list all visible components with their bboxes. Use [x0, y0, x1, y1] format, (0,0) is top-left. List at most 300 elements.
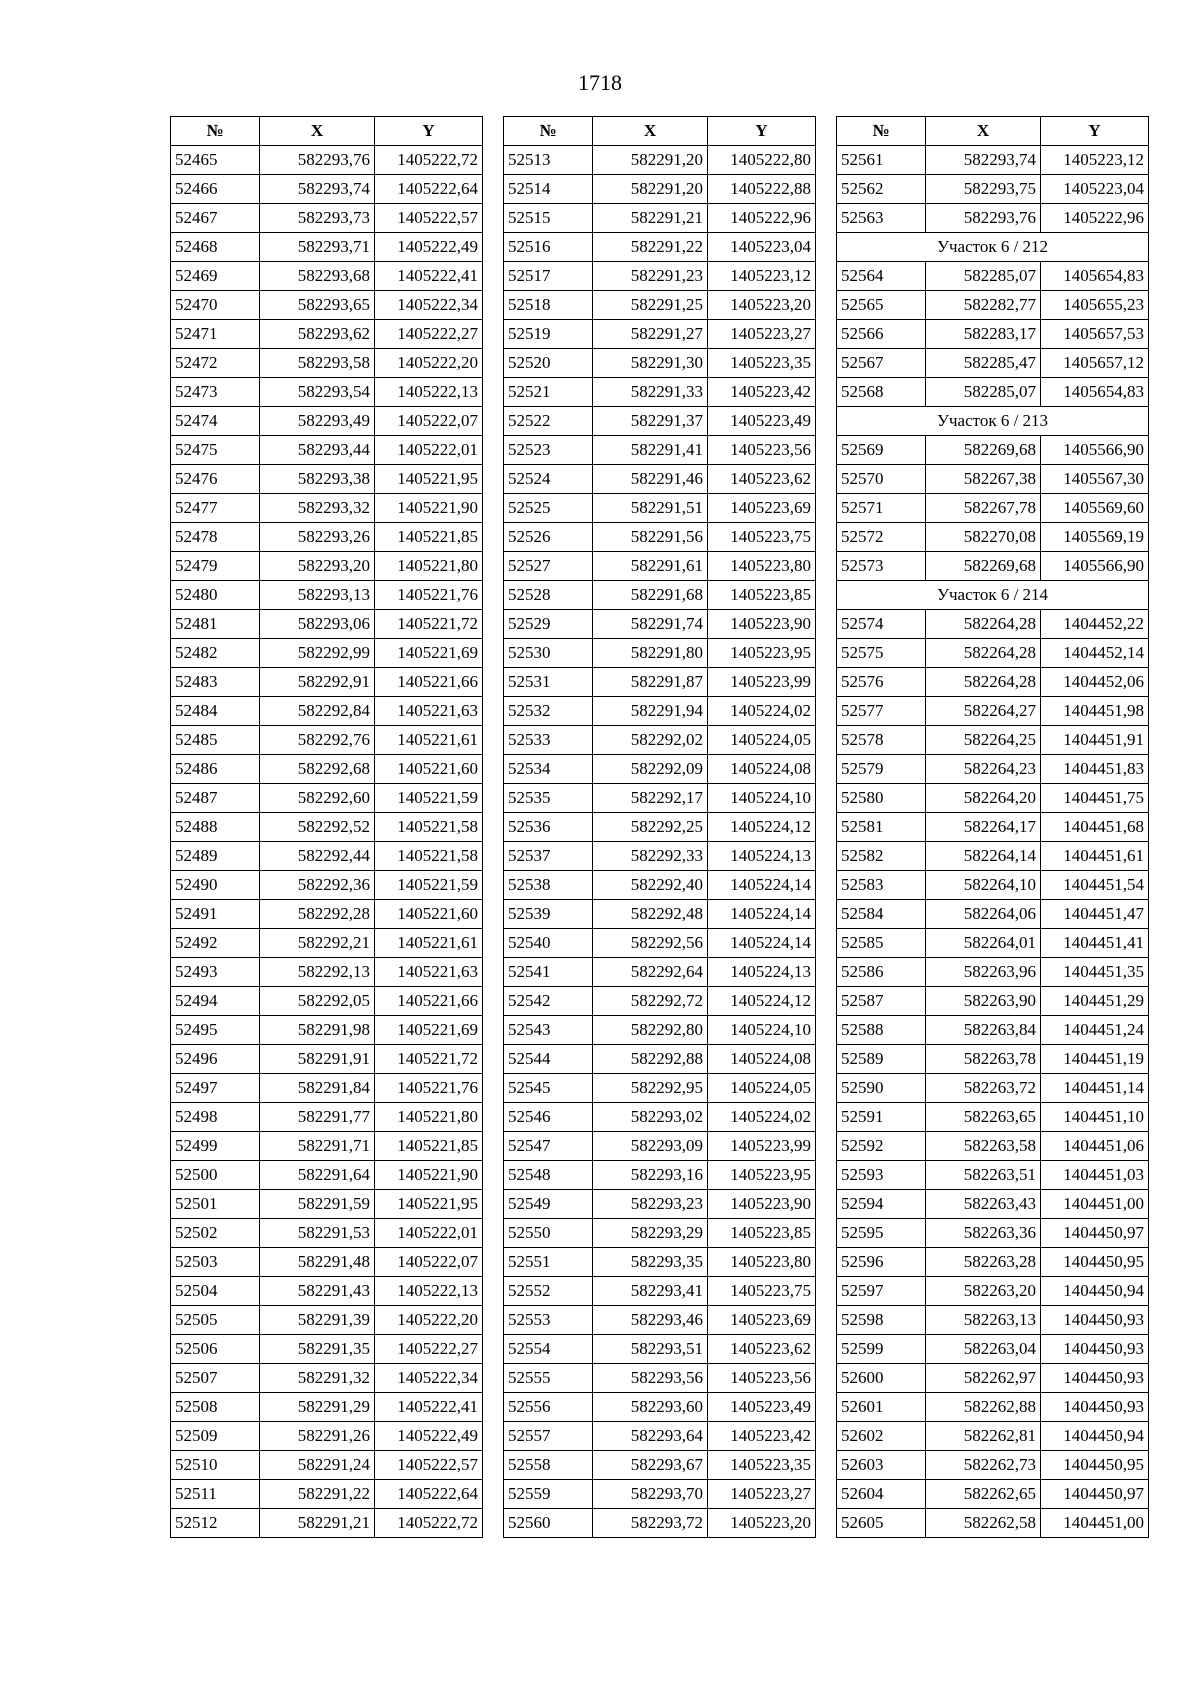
coord-x: 582283,17 [926, 320, 1041, 349]
table-row [171, 842, 483, 871]
coord-x: 582292,64 [593, 958, 708, 987]
coord-y: 1404451,00 [1041, 1190, 1149, 1219]
coord-x: 582262,58 [926, 1509, 1041, 1538]
point-number: 52532 [504, 697, 593, 726]
point-number: 52574 [837, 610, 926, 639]
table-row [171, 813, 483, 842]
coord-y: 1405223,80 [708, 552, 816, 581]
point-number: 52523 [504, 436, 593, 465]
point-number: 52528 [504, 581, 593, 610]
point-number: 52582 [837, 842, 926, 871]
table-row [837, 1451, 1149, 1480]
point-number: 52514 [504, 175, 593, 204]
coord-x: 582292,52 [260, 813, 375, 842]
point-number: 52597 [837, 1277, 926, 1306]
coord-x: 582262,81 [926, 1422, 1041, 1451]
point-number: 52531 [504, 668, 593, 697]
table-row [504, 1248, 816, 1277]
point-number: 52590 [837, 1074, 926, 1103]
coord-y: 1405223,12 [1041, 146, 1149, 175]
point-number: 52560 [504, 1509, 593, 1538]
table-row [837, 1219, 1149, 1248]
coord-y: 1405221,80 [375, 552, 483, 581]
coord-x: 582263,43 [926, 1190, 1041, 1219]
table-row [171, 523, 483, 552]
table-row [837, 320, 1149, 349]
coord-x: 582291,94 [593, 697, 708, 726]
table-row [504, 755, 816, 784]
coord-y: 1405221,58 [375, 842, 483, 871]
coord-y: 1404451,06 [1041, 1132, 1149, 1161]
table-row [504, 465, 816, 494]
coord-y: 1405224,14 [708, 929, 816, 958]
coord-y: 1405221,60 [375, 900, 483, 929]
coord-y: 1405222,88 [708, 175, 816, 204]
coord-y: 1405222,96 [1041, 204, 1149, 233]
coord-y: 1405654,83 [1041, 378, 1149, 407]
coord-x: 582293,46 [593, 1306, 708, 1335]
coord-x: 582291,59 [260, 1190, 375, 1219]
coord-x: 582263,28 [926, 1248, 1041, 1277]
coord-x: 582292,40 [593, 871, 708, 900]
coord-x: 582293,06 [260, 610, 375, 639]
table-row [504, 291, 816, 320]
point-number: 52501 [171, 1190, 260, 1219]
header-x: X [926, 117, 1041, 146]
point-number: 52554 [504, 1335, 593, 1364]
table-row [504, 581, 816, 610]
coord-x: 582293,41 [593, 1277, 708, 1306]
point-number: 52474 [171, 407, 260, 436]
coord-y: 1404450,97 [1041, 1219, 1149, 1248]
point-number: 52510 [171, 1451, 260, 1480]
table-row [504, 1132, 816, 1161]
point-number: 52490 [171, 871, 260, 900]
table-row [837, 175, 1149, 204]
table-row [504, 1161, 816, 1190]
point-number: 52520 [504, 349, 593, 378]
point-number: 52489 [171, 842, 260, 871]
coord-x: 582293,13 [260, 581, 375, 610]
coord-x: 582285,47 [926, 349, 1041, 378]
point-number: 52587 [837, 987, 926, 1016]
coord-y: 1404451,03 [1041, 1161, 1149, 1190]
coord-y: 1405223,49 [708, 1393, 816, 1422]
coord-y: 1405221,69 [375, 639, 483, 668]
point-number: 52468 [171, 233, 260, 262]
coord-y: 1405221,69 [375, 1016, 483, 1045]
table-row [504, 1103, 816, 1132]
table-row [837, 204, 1149, 233]
coord-x: 582292,84 [260, 697, 375, 726]
table-row [837, 1393, 1149, 1422]
point-number: 52467 [171, 204, 260, 233]
coord-y: 1405221,95 [375, 465, 483, 494]
coord-y: 1405222,07 [375, 407, 483, 436]
table-row [837, 1277, 1149, 1306]
point-number: 52585 [837, 929, 926, 958]
table-row [171, 320, 483, 349]
coord-y: 1405222,27 [375, 1335, 483, 1364]
table-row [171, 1045, 483, 1074]
coord-x: 582263,78 [926, 1045, 1041, 1074]
point-number: 52537 [504, 842, 593, 871]
table-row [504, 233, 816, 262]
coord-x: 582263,84 [926, 1016, 1041, 1045]
table-row [504, 1422, 816, 1451]
coord-y: 1405223,90 [708, 610, 816, 639]
table-row [504, 523, 816, 552]
coord-y: 1405222,34 [375, 291, 483, 320]
point-number: 52505 [171, 1306, 260, 1335]
table-row [171, 726, 483, 755]
coord-y: 1405221,90 [375, 494, 483, 523]
table-row [171, 871, 483, 900]
coord-y: 1405222,57 [375, 204, 483, 233]
coord-y: 1404451,68 [1041, 813, 1149, 842]
coord-x: 582292,25 [593, 813, 708, 842]
point-number: 52517 [504, 262, 593, 291]
header-x: X [260, 117, 375, 146]
coord-x: 582291,22 [593, 233, 708, 262]
point-number: 52515 [504, 204, 593, 233]
coordinates-table-2 [503, 116, 816, 1538]
table-row [504, 639, 816, 668]
coord-y: 1405223,27 [708, 1480, 816, 1509]
coord-y: 1405223,20 [708, 1509, 816, 1538]
coord-y: 1405223,95 [708, 1161, 816, 1190]
coord-y: 1405222,72 [375, 146, 483, 175]
point-number: 52603 [837, 1451, 926, 1480]
point-number: 52571 [837, 494, 926, 523]
coord-x: 582263,72 [926, 1074, 1041, 1103]
point-number: 52476 [171, 465, 260, 494]
coord-y: 1404451,54 [1041, 871, 1149, 900]
table-row [837, 291, 1149, 320]
point-number: 52595 [837, 1219, 926, 1248]
coord-y: 1405224,05 [708, 726, 816, 755]
table-row [504, 1219, 816, 1248]
coord-x: 582291,41 [593, 436, 708, 465]
coord-y: 1405223,42 [708, 378, 816, 407]
table-row [837, 987, 1149, 1016]
point-number: 52498 [171, 1103, 260, 1132]
table-row [504, 900, 816, 929]
point-number: 52573 [837, 552, 926, 581]
coord-x: 582293,74 [926, 146, 1041, 175]
coord-x: 582292,17 [593, 784, 708, 813]
point-number: 52507 [171, 1364, 260, 1393]
table-row [837, 900, 1149, 929]
coord-y: 1405221,63 [375, 958, 483, 987]
table-row [837, 784, 1149, 813]
coord-x: 582291,91 [260, 1045, 375, 1074]
point-number: 52575 [837, 639, 926, 668]
point-number: 52479 [171, 552, 260, 581]
point-number: 52495 [171, 1016, 260, 1045]
coord-y: 1405222,20 [375, 349, 483, 378]
section-title: Участок 6 / 214 [837, 581, 1149, 610]
point-number: 52492 [171, 929, 260, 958]
coord-x: 582262,97 [926, 1364, 1041, 1393]
coord-y: 1405221,59 [375, 871, 483, 900]
coord-x: 582292,91 [260, 668, 375, 697]
table-row [504, 871, 816, 900]
coord-y: 1405221,76 [375, 581, 483, 610]
coord-y: 1405222,49 [375, 1422, 483, 1451]
point-number: 52551 [504, 1248, 593, 1277]
coord-x: 582291,80 [593, 639, 708, 668]
coord-x: 582267,78 [926, 494, 1041, 523]
coord-x: 582293,49 [260, 407, 375, 436]
coord-x: 582291,26 [260, 1422, 375, 1451]
coord-y: 1405222,64 [375, 1480, 483, 1509]
coord-y: 1405223,99 [708, 668, 816, 697]
table-row [504, 407, 816, 436]
coord-x: 582292,72 [593, 987, 708, 1016]
point-number: 52538 [504, 871, 593, 900]
coord-y: 1405655,23 [1041, 291, 1149, 320]
coord-x: 582293,20 [260, 552, 375, 581]
table-row [171, 784, 483, 813]
coord-y: 1405222,27 [375, 320, 483, 349]
point-number: 52545 [504, 1074, 593, 1103]
coord-x: 582264,14 [926, 842, 1041, 871]
coord-y: 1405221,80 [375, 1103, 483, 1132]
table-row [504, 842, 816, 871]
coord-y: 1405221,72 [375, 1045, 483, 1074]
table-row [171, 929, 483, 958]
coord-y: 1405223,49 [708, 407, 816, 436]
coord-x: 582293,54 [260, 378, 375, 407]
point-number: 52564 [837, 262, 926, 291]
coord-y: 1405569,60 [1041, 494, 1149, 523]
point-number: 52598 [837, 1306, 926, 1335]
coord-x: 582292,02 [593, 726, 708, 755]
coord-x: 582291,30 [593, 349, 708, 378]
coord-x: 582291,48 [260, 1248, 375, 1277]
coord-x: 582291,27 [593, 320, 708, 349]
coord-x: 582293,60 [593, 1393, 708, 1422]
coord-y: 1405569,19 [1041, 523, 1149, 552]
coord-y: 1405221,61 [375, 726, 483, 755]
point-number: 52493 [171, 958, 260, 987]
point-number: 52567 [837, 349, 926, 378]
point-number: 52566 [837, 320, 926, 349]
table-row [171, 581, 483, 610]
table-row [171, 552, 483, 581]
table-row [837, 697, 1149, 726]
table-row [837, 1480, 1149, 1509]
coord-x: 582292,13 [260, 958, 375, 987]
coord-y: 1405223,04 [708, 233, 816, 262]
header-x: X [593, 117, 708, 146]
point-number: 52509 [171, 1422, 260, 1451]
table-row [837, 1161, 1149, 1190]
coord-y: 1405224,13 [708, 842, 816, 871]
point-number: 52508 [171, 1393, 260, 1422]
coord-y: 1404450,94 [1041, 1277, 1149, 1306]
point-number: 52536 [504, 813, 593, 842]
coord-x: 582291,35 [260, 1335, 375, 1364]
table-row [504, 1480, 816, 1509]
coord-x: 582292,09 [593, 755, 708, 784]
coord-x: 582292,95 [593, 1074, 708, 1103]
point-number: 52549 [504, 1190, 593, 1219]
coord-y: 1404451,91 [1041, 726, 1149, 755]
table-row [504, 697, 816, 726]
coord-y: 1405223,62 [708, 1335, 816, 1364]
coord-y: 1405223,75 [708, 1277, 816, 1306]
point-number: 52477 [171, 494, 260, 523]
coord-x: 582293,26 [260, 523, 375, 552]
point-number: 52581 [837, 813, 926, 842]
coord-x: 582291,43 [260, 1277, 375, 1306]
table-header-row [504, 117, 816, 146]
table-row [171, 436, 483, 465]
table-row [171, 465, 483, 494]
table-row [171, 1480, 483, 1509]
coord-y: 1405224,02 [708, 1103, 816, 1132]
table-row [171, 1103, 483, 1132]
table-row [171, 755, 483, 784]
point-number: 52500 [171, 1161, 260, 1190]
point-number: 52524 [504, 465, 593, 494]
point-number: 52471 [171, 320, 260, 349]
coord-x: 582291,77 [260, 1103, 375, 1132]
coord-y: 1404451,10 [1041, 1103, 1149, 1132]
table-row [171, 1132, 483, 1161]
point-number: 52480 [171, 581, 260, 610]
coord-y: 1405223,95 [708, 639, 816, 668]
coord-y: 1404451,00 [1041, 1509, 1149, 1538]
point-number: 52547 [504, 1132, 593, 1161]
coord-x: 582291,37 [593, 407, 708, 436]
coord-x: 582264,28 [926, 639, 1041, 668]
point-number: 52600 [837, 1364, 926, 1393]
coord-y: 1405222,72 [375, 1509, 483, 1538]
coord-x: 582293,74 [260, 175, 375, 204]
table-row [837, 639, 1149, 668]
coord-y: 1405224,10 [708, 1016, 816, 1045]
table-row [171, 1335, 483, 1364]
point-number: 52470 [171, 291, 260, 320]
point-number: 52561 [837, 146, 926, 175]
point-number: 52586 [837, 958, 926, 987]
coord-y: 1404450,93 [1041, 1364, 1149, 1393]
table-row [837, 465, 1149, 494]
point-number: 52541 [504, 958, 593, 987]
point-number: 52591 [837, 1103, 926, 1132]
coord-y: 1405222,57 [375, 1451, 483, 1480]
coord-y: 1405222,34 [375, 1364, 483, 1393]
table-row [504, 146, 816, 175]
point-number: 52485 [171, 726, 260, 755]
coord-y: 1405223,85 [708, 581, 816, 610]
point-number: 52557 [504, 1422, 593, 1451]
coord-y: 1405223,35 [708, 349, 816, 378]
coord-x: 582291,53 [260, 1219, 375, 1248]
table-row [171, 697, 483, 726]
table-row [504, 1451, 816, 1480]
coord-y: 1405224,12 [708, 987, 816, 1016]
coord-x: 582292,21 [260, 929, 375, 958]
coord-x: 582264,17 [926, 813, 1041, 842]
coord-x: 582293,29 [593, 1219, 708, 1248]
table-row [837, 1248, 1149, 1277]
coord-y: 1405566,90 [1041, 552, 1149, 581]
point-number: 52518 [504, 291, 593, 320]
table-row [504, 320, 816, 349]
point-number: 52568 [837, 378, 926, 407]
table-row [837, 1422, 1149, 1451]
table-row [837, 668, 1149, 697]
coord-x: 582291,64 [260, 1161, 375, 1190]
table-row [171, 639, 483, 668]
coord-x: 582293,44 [260, 436, 375, 465]
coord-x: 582293,23 [593, 1190, 708, 1219]
table-row [171, 349, 483, 378]
table-row [504, 1393, 816, 1422]
point-number: 52486 [171, 755, 260, 784]
point-number: 52563 [837, 204, 926, 233]
coord-x: 582293,62 [260, 320, 375, 349]
coord-x: 582293,09 [593, 1132, 708, 1161]
point-number: 52539 [504, 900, 593, 929]
point-number: 52578 [837, 726, 926, 755]
point-number: 52521 [504, 378, 593, 407]
section-row [837, 407, 1149, 436]
coord-y: 1404451,24 [1041, 1016, 1149, 1045]
point-number: 52543 [504, 1016, 593, 1045]
coord-y: 1405222,01 [375, 1219, 483, 1248]
coord-y: 1404451,61 [1041, 842, 1149, 871]
point-number: 52533 [504, 726, 593, 755]
coord-y: 1405224,14 [708, 871, 816, 900]
section-title: Участок 6 / 213 [837, 407, 1149, 436]
point-number: 52525 [504, 494, 593, 523]
point-number: 52553 [504, 1306, 593, 1335]
point-number: 52602 [837, 1422, 926, 1451]
coord-x: 582291,98 [260, 1016, 375, 1045]
table-row [837, 436, 1149, 465]
coord-x: 582292,76 [260, 726, 375, 755]
point-number: 52562 [837, 175, 926, 204]
table-row [171, 1248, 483, 1277]
point-number: 52570 [837, 465, 926, 494]
table-row [171, 1277, 483, 1306]
coord-x: 582264,25 [926, 726, 1041, 755]
coord-x: 582292,05 [260, 987, 375, 1016]
point-number: 52540 [504, 929, 593, 958]
point-number: 52530 [504, 639, 593, 668]
coord-x: 582292,88 [593, 1045, 708, 1074]
coord-y: 1405223,69 [708, 1306, 816, 1335]
point-number: 52588 [837, 1016, 926, 1045]
table-row [504, 726, 816, 755]
table-row [171, 262, 483, 291]
coord-x: 582293,65 [260, 291, 375, 320]
coord-x: 582292,48 [593, 900, 708, 929]
coord-x: 582292,33 [593, 842, 708, 871]
coord-y: 1405223,69 [708, 494, 816, 523]
table-row [837, 813, 1149, 842]
coord-x: 582264,23 [926, 755, 1041, 784]
coord-x: 582263,04 [926, 1335, 1041, 1364]
point-number: 52594 [837, 1190, 926, 1219]
coord-x: 582291,51 [593, 494, 708, 523]
point-number: 52473 [171, 378, 260, 407]
